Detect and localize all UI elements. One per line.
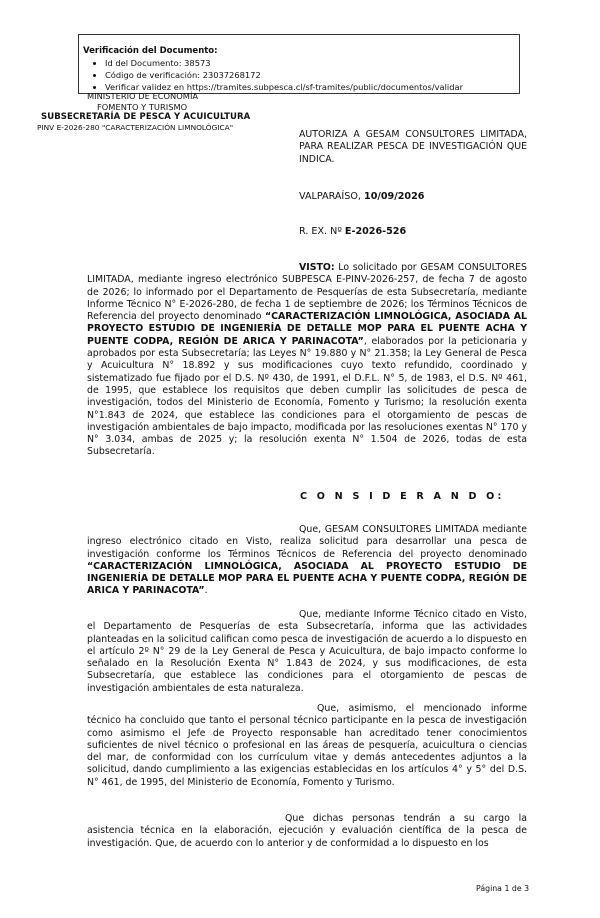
- verification-title: Verificación del Documento:: [83, 46, 218, 56]
- verification-box: [78, 34, 520, 94]
- place: VALPARAÍSO,: [299, 191, 365, 202]
- verification-list: [85, 57, 463, 93]
- subsecretaria-name: SUBSECRETARÍA DE PESCA Y ACUICULTURA: [41, 112, 251, 122]
- considerando-paragraph-2: [87, 609, 527, 695]
- considerando-1-text: Que, GESAM CONSULTORES LIMITADA mediante ingreso electrónico citado en Visto, realiza solicitud para desarrollar una pesca de investigación conforme los Términos Técnicos de Referencia del proyecto denominado: [87, 524, 527, 560]
- document-id: • Id del Documento: 38573: [105, 57, 463, 69]
- considerando-1-project: “CARACTERIZACIÓN LIMNOLÓGICA, ASOCIADA AL PROYECTO ESTUDIO DE INGENIERÍA DE DETALLE MOP PARA EL PUENTE ACHA Y PUENTE CODPA, REGIÓN DE ARICA Y PARINACOTA”: [87, 560, 527, 597]
- visto-label: VISTO:: [299, 262, 335, 273]
- verification-code: • Código de verificación: 23037268172: [105, 69, 463, 81]
- considerando-heading: C O N S I D E R A N D O:: [300, 491, 505, 502]
- considerando-4-text: Que dichas personas tendrán a su cargo la asistencia técnica en la elaboración, ejecución y evaluación científica de la pesca de investigación. Que, de acuerdo con lo anterior y de conformidad a lo dispuesto en los: [87, 813, 527, 849]
- reference-code: PINV E-2026-280 "CARACTERIZACIÓN LIMNOLÓGICA": [37, 123, 234, 132]
- visto-paragraph: [87, 262, 527, 459]
- considerando-1-end: .: [204, 585, 208, 597]
- considerando-paragraph-1: [87, 524, 527, 598]
- visto-text-1: Lo solicitado por GESAM CONSULTORES LIMITADA, mediante ingreso electrónico SUBPESCA E-PINV-2026-257, de fecha 7 de agosto de 2026; lo informado por el Departamento de Pesquerías de esta Subsecretaría, mediante Informe Técnico N° E-2026-280, de fecha 1 de septiembre de 2026; los Términos Técnicos de Referencia del proyecto denominado: [87, 262, 527, 323]
- ministry-name-2: FOMENTO Y TURISMO: [97, 102, 188, 112]
- considerando-2-text: Que, mediante Informe Técnico citado en Visto, el Departamento de Pesquerías de esta Subsecretaría, informa que las actividades planteadas en la solicitud califican como pesca de investigación de acuerdo a lo dispuesto en el artículo 2º N° 29 de la Ley General de Pesca y Acuicultura, de bajo impacto conforme lo señalado en la Resolución Exenta N° 1.843 de 2024, y sus modificaciones, de esta Subsecretaría, que establece las condiciones para el otorgamiento de pescas de investigación ambientales de esta naturaleza.: [87, 609, 527, 694]
- resolution-number: [299, 226, 406, 237]
- considerando-3-text: Que, asimismo, el mencionado informe técnico ha concluido que tanto el personal técnico participante en la pesca de investigación como asimismo el Jefe de Proyecto responsable han acreditado tener conocimientos suficientes de nivel técnico o profesional en las áreas de pesquería, acuicultura o ciencias del mar, de conformidad con los currículum vitae y demás antecedentes adjuntos a la solicitud, dando cumplimiento a las exigencias establecidas en los artículos 4° y 5° del D.S. N° 461, de 1995, del Ministerio de Economía, Fomento y Turismo.: [87, 703, 527, 788]
- ministry-name: MINISTERIO DE ECONOMÍA: [87, 91, 199, 101]
- page-number: Página 1 de 3: [476, 884, 530, 893]
- visto-text-2: , elaborados por la peticionaria y aprobados por esta Subsecretaría; las Leyes N° 19.880 y N° 21.358; la Ley General de Pesca y Acuicultura N° 18.892 y sus modificaciones cuyo texto refundido, coordinado y sistematizado fue fijado por el D.S. Nº 430, de 1991, el D.F.L. N° 5, de 1983, el D.S. Nº 461, de 1995, que establece los requisitos que deben cumplir las solicitudes de pesca de investigación, todos del Ministerio de Economía, Fomento y Turismo; la resolución exenta N°1.843 de 2024, que establece las condiciones para el otorgamiento de pescas de investigación ambientales de bajo impacto, modificada por las resoluciones exentas N° 170 y N° 3.034, ambas de 2025 y; la resolución exenta N° 1.504 de 2026, todas de esta Subsecretaría.: [87, 335, 527, 458]
- visto-project: “CARACTERIZACIÓN LIMNOLÓGICA, ASOCIADA AL PROYECTO ESTUDIO DE INGENIERÍA DE DETALLE MOP PARA EL PUENTE ACHA Y PUENTE CODPA, REGIÓN DE ARICA Y PARINACOTA”: [87, 311, 527, 347]
- considerando-paragraph-3: [87, 703, 527, 789]
- considerando-paragraph-4: [87, 813, 527, 850]
- verification-link[interactable]: • Verificar validez en https://tramites.subpesca.cl/sf-tramites/public/documentos/validar: [105, 81, 463, 93]
- place-date: [299, 191, 424, 202]
- date: 10/09/2026: [364, 191, 425, 202]
- resolution-summary: AUTORIZA A GESAM CONSULTORES LIMITADA, PARA REALIZAR PESCA DE INVESTIGACIÓN QUE INDICA.: [299, 129, 527, 165]
- rex-number: E-2026-526: [344, 226, 407, 237]
- rex-label: R. EX. Nº: [299, 226, 345, 237]
